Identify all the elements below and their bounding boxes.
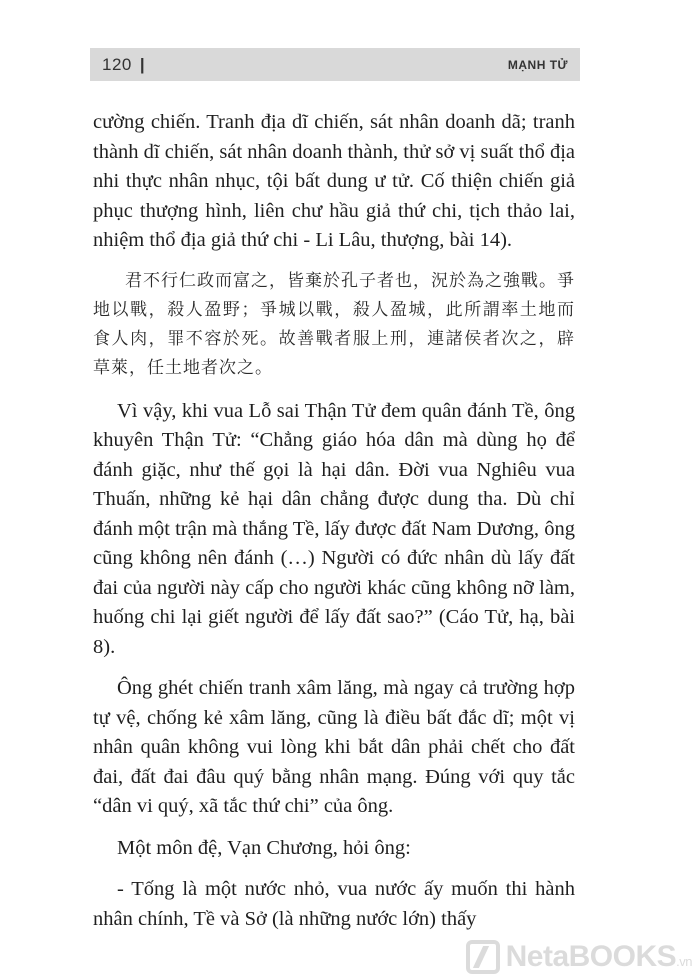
header-separator: | xyxy=(139,54,146,74)
page-number-value: 120 xyxy=(102,54,132,74)
watermark-suffix: .vn xyxy=(676,954,692,969)
paragraph: Ông ghét chiến tranh xâm lăng, mà ngay cả trường hợp tự vệ, chống kẻ xâm lăng, cũng là điều bất đắc dĩ; một vị nhân quân không vui lòng khi bắt dân phải chết cho đất đai, đất đai đâu quý bằng nhân mạng. Đúng với quy tắc “dân vi quý, xã tắc thứ chi” của ông. xyxy=(93,677,575,817)
chinese-quote: 君不行仁政而富之，皆棄於孔子者也，況於為之強戰。爭地以戰，殺人盈野；爭城以戰，殺人盈城，此所謂率土地而食人肉，罪不容於死。故善戰者服上刑，連諸侯者次之，辟草萊，任土地者次之。 xyxy=(93,270,575,378)
page-number xyxy=(102,55,145,75)
paragraph: Vì vậy, khi vua Lỗ sai Thận Tử đem quân đánh Tề, ông khuyên Thận Tử: “Chẳng giáo hóa dân mà dùng họ để đánh giặc, như thế gọi là hại dân. Đời vua Nghiêu vua Thuấn, những kẻ hại dân chẳng được dung tha. Dù chỉ đánh một trận mà thắng Tề, lấy được đất Nam Dương, ông cũng không nên đánh (…) Người có đức nhân dù lấy đất đai của người này cấp cho người khác cũng không nỡ làm, huống chi lại giết người để lấy đất sao?” (Cáo Tử, hạ, bài 8). xyxy=(93,399,575,658)
page-header xyxy=(90,48,580,81)
paragraph: - Tống là một nước nhỏ, vua nước ấy muốn thi hành nhân chính, Tề và Sở (là những nước lớn) thấy xyxy=(93,878,575,930)
watermark-text xyxy=(506,940,692,974)
watermark-brand: NetaBOOKS xyxy=(505,940,677,973)
paragraph-continuation: cường chiến. Tranh địa dĩ chiến, sát nhân doanh dã; tranh thành dĩ chiến, sát nhân doanh thành, thử sở vị suất thổ địa nhi thực nhân nhục, tội bất dung ư tử. Cố thiện chiến giả phục thượng hình, liên chư hầu giả thứ chi, tịch thảo lai, nhiệm thổ địa giả thứ chi - Li Lâu, thượng, bài 14). xyxy=(93,111,575,251)
book-title: MẠNH TỬ xyxy=(507,57,568,72)
page-body xyxy=(93,108,575,946)
netabooks-logo-icon xyxy=(466,940,500,974)
watermark xyxy=(466,940,692,974)
paragraph: Một môn đệ, Vạn Chương, hỏi ông: xyxy=(117,836,411,859)
